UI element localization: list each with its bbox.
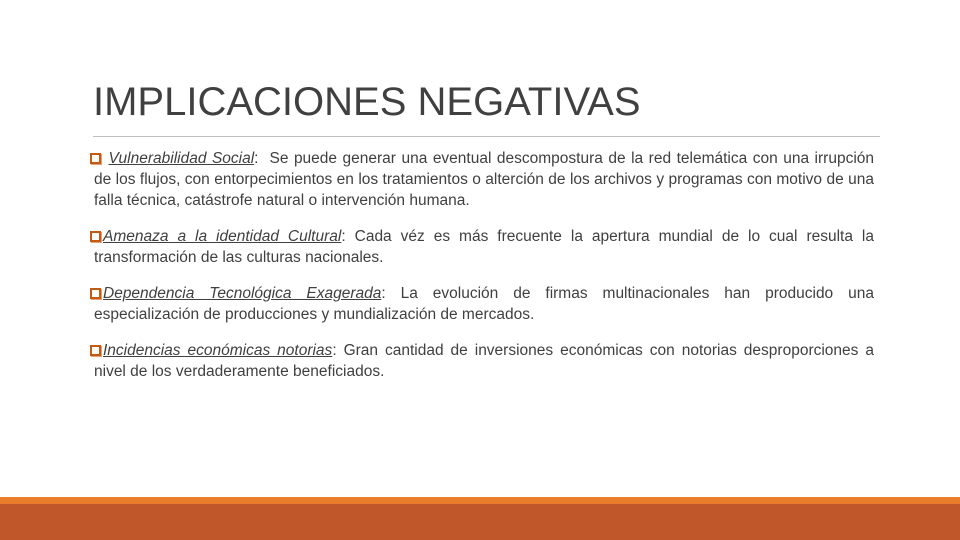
bullet-item-dependencia <box>86 283 874 325</box>
title-divider <box>93 136 880 137</box>
bullet-separator: : <box>332 342 344 359</box>
bullet-text: Cada véz es más frecuente la apertura mundial de lo cual resulta la transformación de las culturas nacionales. <box>94 228 874 266</box>
bullet-term: Dependencia Tecnológica Exagerada <box>103 285 382 302</box>
checkbox-square-icon <box>90 231 101 242</box>
bullet-list <box>86 148 874 382</box>
bullet-text: Gran cantidad de inversiones económicas con notorias desproporciones a nivel de los verdaderamente beneficiados. <box>94 342 874 380</box>
bullet-item-incidencias <box>86 340 874 382</box>
bullet-separator: : <box>254 150 270 167</box>
bullet-separator: : <box>381 285 401 302</box>
bullet-term: Amenaza a la identidad Cultural <box>103 228 342 245</box>
bullet-separator: : <box>341 228 355 245</box>
bullet-term: Vulnerabilidad Social <box>108 150 255 167</box>
bullet-term: Incidencias económicas notorias <box>103 342 333 359</box>
checkbox-square-icon <box>90 345 101 356</box>
checkbox-square-icon <box>90 153 101 164</box>
footer-accent-bar <box>0 504 960 540</box>
bullet-item-vulnerabilidad <box>86 148 874 211</box>
bullet-text: La evolución de firmas multinacionales han producido una especialización de producciones y mundialización de mercados. <box>94 285 874 323</box>
bullet-item-amenaza <box>86 226 874 268</box>
footer-accent-stripe <box>0 497 960 504</box>
slide-title: IMPLICACIONES NEGATIVAS <box>93 80 641 124</box>
bullet-text: Se puede generar una eventual descompostura de la red telemática con una irrupción de los flujos, con entorpecimientos en los tratamientos o alterción de los archivos y programas con motivo de una falla técnica, catástrofe natural o intervención humana. <box>94 150 874 209</box>
checkbox-square-icon <box>90 288 101 299</box>
